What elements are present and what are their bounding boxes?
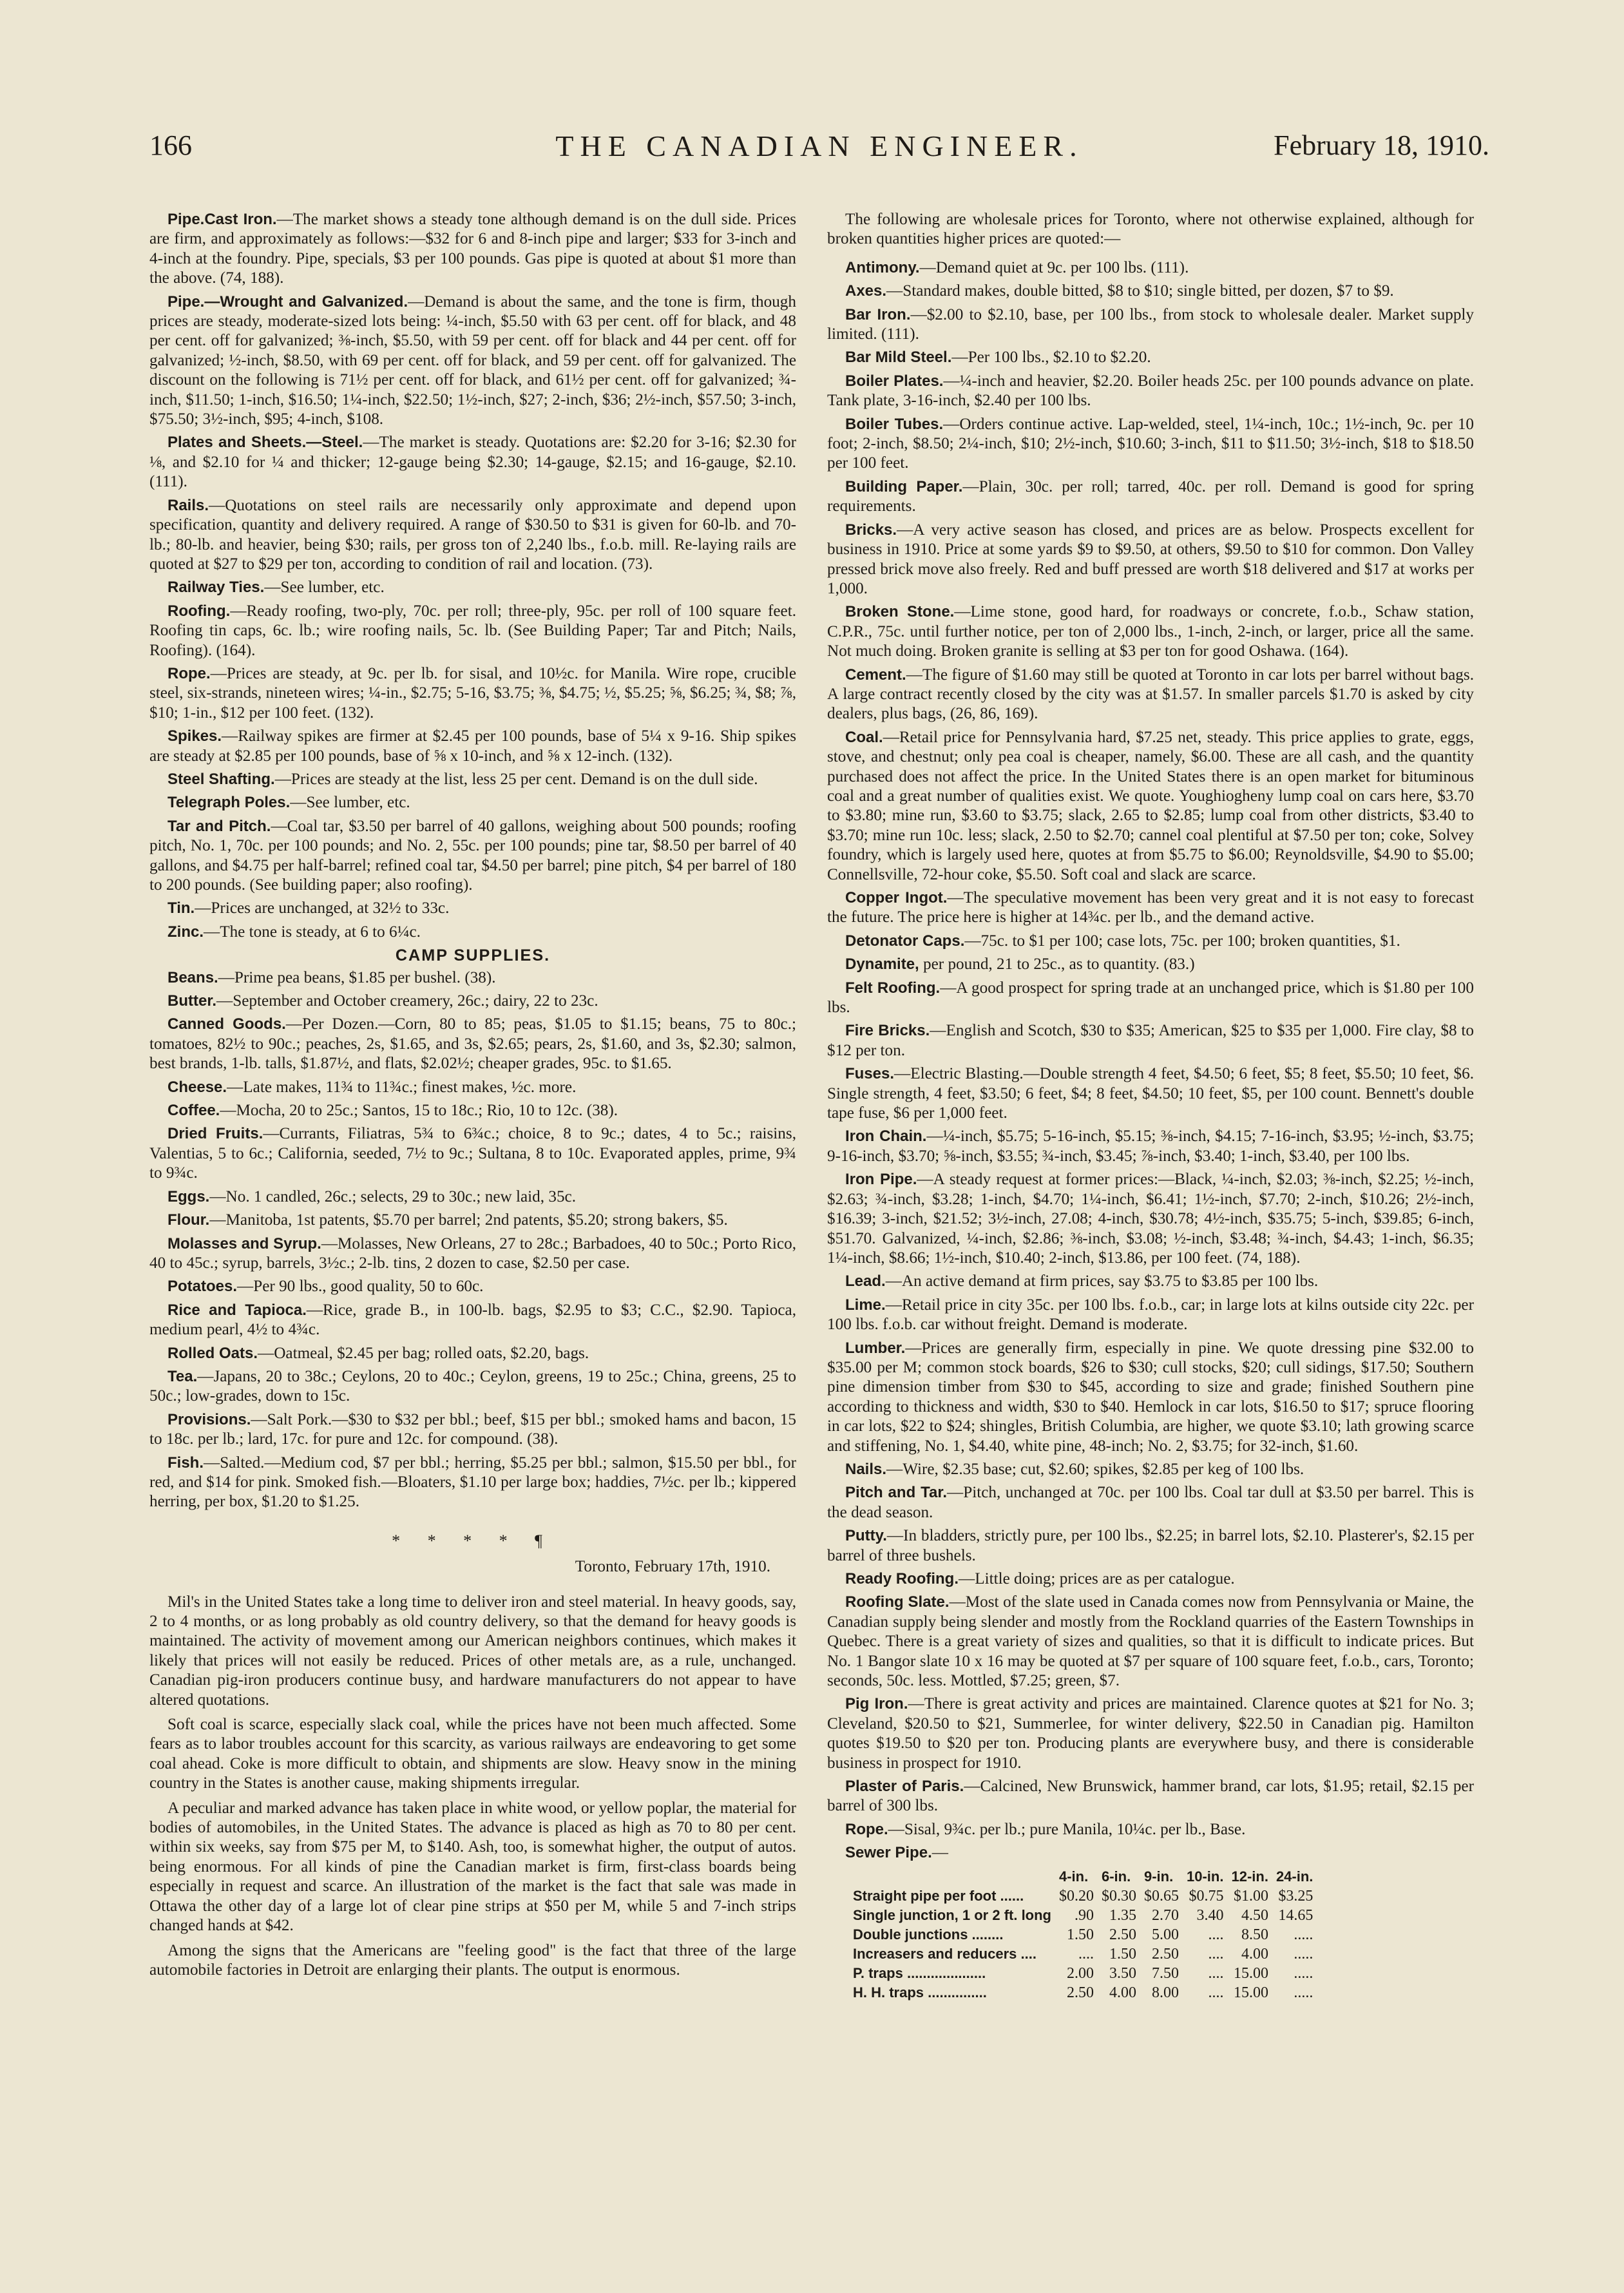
entry-text: —The tone is steady, at 6 to 6¼c. bbox=[204, 923, 421, 941]
price-cell: $0.75 bbox=[1189, 1887, 1224, 1904]
price-cell: ..... bbox=[1294, 1926, 1314, 1943]
entry-text: —Coal tar, $3.50 per barrel of 40 gallons, weighing about 500 pounds; roofing pitch, No. 1, 70c. per 100 pounds; and No. 2, 55c. per 100 pounds; pine tar, $8.50 per barrel of 40 gallons, and $4.75 per half-barrel; refined coal tar, $4.50 per barrel; pine pitch, $4 per barrel of 180 to 200 pounds. (See building paper; also roofing). bbox=[149, 817, 796, 894]
price-cell: 4.50 bbox=[1241, 1906, 1268, 1924]
journal-title: THE CANADIAN ENGINEER. bbox=[555, 130, 1084, 162]
price-cell: 1.50 bbox=[1067, 1926, 1094, 1943]
entry-text: —Most of the slate used in Canada comes now from Pennsylvania or Maine, the Canadian supply being slender and mostly from the Rockland quarries of the Eastern Townships in Quebec. There is a great variety of sizes and qualities, so that it is difficult to indicate prices. But No. 1 Bangor slate 10 x 16 may be quoted at $7 per square of 100 square feet, f.o.b., cars, Toronto; seconds, 50c. less. Mottled, $7.25; green, $7. bbox=[827, 1593, 1474, 1690]
entry-heading: Boiler Plates. bbox=[845, 372, 944, 390]
price-cell: ..... bbox=[1294, 1945, 1314, 1962]
entry-text: —Prime pea beans, $1.85 per bushel. (38). bbox=[218, 968, 496, 986]
entry-text: —Lime stone, good hard, for roadways or concrete, f.o.b., Schaw station, C.P.R., 75c. until further notice, per ton of 2,000 lbs., 1-inch, 2-inch, or larger, price all the same. Not much doing. Broken granite is selling at $3 per ton for good Oshawa. (164). bbox=[827, 603, 1474, 660]
price-entry bbox=[827, 258, 1474, 278]
entry-heading: Butter. bbox=[167, 992, 217, 1010]
entry-text: —Per 90 lbs., good quality, 50 to 60c. bbox=[237, 1278, 484, 1296]
entry-text: —A steady request at former prices:—Black, ¼-inch, $2.03; ⅜-inch, $2.25; ½-inch, $2.63; ¾-inch, $3.28; 1-inch, $4.70; 1¼-inch, $6.41; 1½-inch, $7.70; 2-inch, $10.26; 2½-inch, $16.39; 3-inch, $21.52; 3½-inch, 27.08; 4-inch, $30.78; 4½-inch, $35.75; 5-inch, $39.85; 6-inch, $51.70. Galvanized, ¼-inch, $2.86; ⅜-inch, $3.08; ½-inch, $3.48; ¾-inch, $4.43; 1-inch, $6.35; 1¼-inch, $8.66; 1½-inch, $10.40; 2-inch, $13.86, per 100 feet. (74, 188). bbox=[827, 1171, 1474, 1267]
entry-heading: Lead. bbox=[845, 1272, 886, 1290]
price-entry bbox=[827, 666, 1474, 724]
entry-text: —Salted.—Medium cod, $7 per bbl.; herring, $5.25 per bbl.; salmon, $15.50 per bbl., for red, and $14 for pink. Smoked fish.—Bloaters, $1.10 per large box; haddies, 7½c. per lb.; kippered herring, per box, $1.20 to $1.25. bbox=[149, 1454, 796, 1511]
price-entry bbox=[149, 1211, 796, 1230]
entry-text: —Currants, Filiatras, 5¾ to 6¾c.; choice, 8 to 9c.; dates, 4 to 5c.; raisins, Valentias, 5 to 6c.; California, seeded, 7½ to 9c.; Sultana, 8 to 10c. Evaporated apples, prime, 9¾ to 9¾c. bbox=[149, 1125, 796, 1182]
entry-heading: Roofing. bbox=[167, 602, 231, 620]
entry-text: —Little doing; prices are as per catalogue. bbox=[959, 1570, 1235, 1588]
price-entry bbox=[827, 415, 1474, 474]
entry-heading: Nails. bbox=[845, 1460, 887, 1478]
price-cell: 5.00 bbox=[1152, 1926, 1179, 1943]
price-entry bbox=[149, 1277, 796, 1296]
sewer-table-column-header: 24-in. bbox=[1275, 1868, 1314, 1885]
entry-heading: Broken Stone. bbox=[845, 603, 955, 621]
price-entry bbox=[827, 1483, 1474, 1522]
price-cell: 1.50 bbox=[1109, 1945, 1136, 1962]
price-entry bbox=[827, 1272, 1474, 1291]
entry-heading: Lime. bbox=[845, 1296, 886, 1314]
price-entry bbox=[149, 664, 796, 723]
price-entry bbox=[149, 1410, 796, 1450]
price-entry bbox=[827, 1064, 1474, 1123]
price-entry bbox=[149, 1101, 796, 1120]
entry-heading: Rolled Oats. bbox=[167, 1344, 258, 1362]
price-entry bbox=[149, 817, 796, 896]
entry-text: —A good prospect for spring trade at an unchanged price, which is $1.80 per 100 lbs. bbox=[827, 979, 1474, 1017]
wholesale-prices-list bbox=[827, 258, 1474, 1863]
entry-text: — bbox=[931, 1844, 948, 1862]
entry-heading: Rope. bbox=[845, 1820, 888, 1838]
table-row bbox=[849, 1906, 1317, 1925]
entry-heading: Bar Mild Steel. bbox=[845, 349, 952, 367]
price-entry bbox=[827, 888, 1474, 928]
entry-heading: Spikes. bbox=[167, 727, 222, 745]
price-cell: .... bbox=[1208, 1926, 1224, 1943]
price-cell: .90 bbox=[1075, 1906, 1094, 1924]
entry-text: —Mocha, 20 to 25c.; Santos, 15 to 18c.; Rio, 10 to 12c. (38). bbox=[220, 1102, 618, 1120]
sewer-table-header bbox=[849, 1867, 1317, 1886]
entry-heading: Molasses and Syrup. bbox=[167, 1234, 321, 1252]
price-entry bbox=[827, 521, 1474, 599]
price-cell: $0.20 bbox=[1059, 1887, 1094, 1904]
camp-supplies-list bbox=[149, 968, 796, 1512]
table-row bbox=[849, 1983, 1317, 2002]
entry-heading: Flour. bbox=[167, 1211, 210, 1229]
report-paragraph: Soft coal is scarce, especially slack coal, while the prices have not been much affected. Some fears as to labor troubles account for this scarcity, as various railways are endeavoring to get some coal ahead. Coke is more difficult to obtain, and shipments are slow. Heavy snow in the mining country in the States is another cause, making shipments irregular. bbox=[149, 1716, 796, 1792]
sewer-table-column-header: 12-in. bbox=[1231, 1868, 1268, 1885]
entry-text: —Oatmeal, $2.45 per bag; rolled oats, $2.20, bags. bbox=[258, 1344, 589, 1362]
price-cell: 15.00 bbox=[1233, 1984, 1268, 2001]
price-cell: 8.50 bbox=[1241, 1926, 1268, 1943]
price-cell: $0.65 bbox=[1144, 1887, 1179, 1904]
entry-text: per pound, 21 to 25c., as to quantity. (83.) bbox=[919, 955, 1195, 974]
price-entry bbox=[827, 305, 1474, 345]
entry-heading: Pipe.Cast Iron. bbox=[167, 211, 277, 228]
price-cell: 2.50 bbox=[1152, 1945, 1179, 1962]
row-label: Double junctions ........ bbox=[853, 1926, 1004, 1943]
price-entry bbox=[827, 1460, 1474, 1479]
entry-heading: Eggs. bbox=[167, 1187, 210, 1205]
entry-heading: Steel Shafting. bbox=[167, 770, 275, 788]
price-cell: .... bbox=[1078, 1945, 1094, 1962]
entry-text: —An active demand at firm prices, say $3.75 to $3.85 per 100 lbs. bbox=[885, 1272, 1319, 1290]
price-entry bbox=[149, 1367, 796, 1406]
entry-text: —The figure of $1.60 may still be quoted at Toronto in car lots per barrel without bags. A large contract recently closed by the city was at $1.57. In smaller parcels $1.70 is asked by city dealers, plus bags, (26, 86, 169). bbox=[827, 666, 1474, 723]
row-label: H. H. traps ............... bbox=[853, 1984, 987, 2000]
entry-text: —Plain, 30c. per roll; tarred, 40c. per roll. Demand is good for spring requirements. bbox=[827, 477, 1474, 515]
price-entry bbox=[149, 433, 796, 492]
price-entry bbox=[827, 348, 1474, 367]
entry-heading: Antimony. bbox=[845, 258, 920, 276]
entry-heading: Fuses. bbox=[845, 1065, 895, 1083]
entry-text: —Salt Pork.—$30 to $32 per bbl.; beef, $15 per bbl.; smoked hams and bacon, 15 to 18c. per lb.; lard, 17c. for pure and 12c. for compound. (38). bbox=[149, 1410, 796, 1448]
entry-text: —Railway spikes are firmer at $2.45 per 100 pounds, base of 5¼ x 9-16. Ship spikes are steady at $2.85 per 100 pounds, base of ⅝ x 10-inch, and ⅝ x 12-inch. (132). bbox=[149, 727, 796, 765]
price-entry bbox=[149, 1454, 796, 1512]
entry-heading: Zinc. bbox=[167, 923, 204, 941]
price-entry bbox=[827, 728, 1474, 885]
entry-heading: Iron Chain. bbox=[845, 1127, 927, 1146]
entry-heading: Cement. bbox=[845, 666, 906, 684]
table-row bbox=[849, 1925, 1317, 1944]
entry-text: —Sisal, 9¾c. per lb.; pure Manila, 10¼c. per lb., Base. bbox=[888, 1820, 1246, 1838]
sewer-table-column-header: 6-in. bbox=[1102, 1868, 1131, 1885]
entry-heading: Putty. bbox=[845, 1527, 887, 1545]
entry-text: —Ready roofing, two-ply, 70c. per roll; three-ply, 95c. per roll of 100 square feet. Roofing tin caps, 6c. lb.; wire roofing nails, 5c. lb. (See Building Paper; Tar and Pitch; Nails, Roofing). (164). bbox=[149, 602, 796, 659]
price-entry bbox=[149, 1015, 796, 1073]
entry-text: —Demand is about the same, and the tone is firm, though prices are steady, moderate-sized lots being: ¼-inch, $5.50 with 63 per cent. off for black, and 48 per cent. off for galvanized; ⅜-inch, $5.50, with 59 per cent. off for black and 44 per cent. off for galvanized; ½-inch, $8.50, with 69 per cent. off for black, and 59 per cent. off for galvanized. The discount on the following is 71½ per cent. off for black, and 61½ per cent. off for galvanized; ¾-inch, $11.50; 1-inch, $16.50; 1¼-inch, $22.50; 1½-inch, $27; 2-inch, $36; 2½-inch, $57.50; 3-inch, $75.50; 3½-inch, $95; 4-inch, $108. bbox=[149, 293, 796, 428]
entry-text: —The market shows a steady tone although demand is on the dull side. Prices are firm, and approximately as follows:—$32 for 6 and 8-inch pipe and larger; $33 for 3-inch and 4-inch at the foundry. Pipe, specials, $3 per 100 pounds. Gas pipe is quoted at about $1 more than the above. (74, 188). bbox=[149, 211, 796, 287]
entry-text: —September and October creamery, 26c.; dairy, 22 to 23c. bbox=[216, 992, 598, 1010]
entry-heading: Building Paper. bbox=[845, 477, 963, 495]
price-cell: 15.00 bbox=[1233, 1964, 1268, 1982]
entry-heading: Pipe.—Wrought and Galvanized. bbox=[167, 293, 408, 311]
entry-heading: Tin. bbox=[167, 899, 195, 917]
price-entry bbox=[149, 968, 796, 988]
entry-text: —Pitch, unchanged at 70c. per 100 lbs. Coal tar dull at $3.50 per barrel. This is the dead season. bbox=[827, 1484, 1475, 1521]
price-cell: 7.50 bbox=[1152, 1964, 1179, 1982]
entry-text: —Molasses, New Orleans, 27 to 28c.; Barbadoes, 40 to 50c.; Porto Rico, 40 to 45c.; syrup, barrels, 3½c.; 2-lb. tins, 2 dozen to case, $2.50 per case. bbox=[149, 1234, 796, 1272]
entry-text: —Orders continue active. Lap-welded, steel, 1¼-inch, 10c.; 1½-inch, 9c. per 10 foot; 2-inch, $8.50; 2¼-inch, $10; 2½-inch, $10.60; 3-inch, $11 to $11.50; 3½-inch, $18 to $18.50 per 100 feet. bbox=[827, 415, 1475, 472]
price-entry bbox=[827, 1569, 1474, 1589]
entry-text: —Prices are unchanged, at 32½ to 33c. bbox=[195, 899, 450, 917]
entry-heading: Felt Roofing. bbox=[845, 979, 941, 997]
entry-text: —75c. to $1 per 100; case lots, 75c. per 100; broken quantities, $1. bbox=[964, 932, 1400, 950]
market-prices-list bbox=[149, 210, 796, 942]
report-paragraph: Mil's in the United States take a long time to deliver iron and steel material. In heavy goods, say, 2 to 4 months, or as long probably as old country delivery, so that the demand for heavy goods is maintained. The activity of movement among our American neighbors continues, which makes it likely that prices will not easily be reduced. Prices of other metals are, as a rule, unchanged. Canadian pig-iron producers continue busy, and hardware manufacturers do not appear to have altered quotations. bbox=[149, 1593, 796, 1709]
price-entry bbox=[827, 1777, 1474, 1816]
entry-heading: Detonator Caps. bbox=[845, 932, 965, 950]
entry-heading: Lumber. bbox=[845, 1339, 906, 1357]
row-label: Increasers and reducers .... bbox=[853, 1945, 1036, 1962]
price-cell: .... bbox=[1208, 1945, 1224, 1962]
price-cell: 4.00 bbox=[1241, 1945, 1268, 1962]
entry-text: —Per Dozen.—Corn, 80 to 85; peas, $1.05 to $1.15; beans, 75 to 80c.; tomatoes, 82½ to 90c.; peaches, 2s, $1.65, and 3s, $2.65; pears, 2s, $1.60, and 3s, $2.30; salmon, best brands, 1-lb. talls, $1.87½, and flats, $2.02½; cheaper grades, 95c. to $1.65. bbox=[149, 1015, 796, 1073]
dateline: Toronto, February 17th, 1910. bbox=[575, 1558, 770, 1576]
entry-text: —See lumber, etc. bbox=[290, 794, 410, 812]
price-cell: 14.65 bbox=[1278, 1906, 1314, 1924]
price-entry bbox=[827, 979, 1474, 1018]
price-entry bbox=[149, 1187, 796, 1207]
entry-text: —The speculative movement has been very great and it is not easy to forecast the future. The price here is higher at 14¾c. per lb., and the demand active. bbox=[827, 889, 1474, 926]
entry-heading: Cheese. bbox=[167, 1078, 227, 1096]
price-entry bbox=[149, 770, 796, 789]
price-cell: $0.30 bbox=[1102, 1887, 1136, 1904]
price-entry bbox=[149, 1344, 796, 1363]
entry-text: —Demand quiet at 9c. per 100 lbs. (111). bbox=[919, 258, 1189, 276]
price-entry bbox=[827, 372, 1474, 411]
camp-supplies-heading: CAMP SUPPLIES. bbox=[395, 946, 551, 965]
entry-text: —Prices are steady at the list, less 25 per cent. Demand is on the dull side. bbox=[274, 770, 758, 788]
price-cell: 2.50 bbox=[1067, 1984, 1094, 2001]
price-entry bbox=[149, 496, 796, 575]
entry-heading: Boiler Tubes. bbox=[845, 415, 944, 433]
entry-text: —In bladders, strictly pure, per 100 lbs., $2.25; in barrel lots, $2.10. Plasterer's, $2.15 per barrel of three bushels. bbox=[827, 1527, 1474, 1564]
price-cell: 2.50 bbox=[1109, 1926, 1136, 1943]
entry-heading: Tea. bbox=[167, 1367, 198, 1385]
page-header bbox=[149, 129, 1489, 174]
entry-heading: Railway Ties. bbox=[167, 579, 265, 597]
report-paragraph: Among the signs that the Americans are "feeling good" is the fact that three of the large automobile factories in Detroit are enlarging their plants. The output is enormous. bbox=[149, 1941, 796, 1979]
entry-heading: Axes. bbox=[845, 282, 887, 300]
price-entry bbox=[827, 1820, 1474, 1839]
price-cell: 4.00 bbox=[1109, 1984, 1136, 2001]
price-entry bbox=[149, 602, 796, 660]
entry-heading: Fish. bbox=[167, 1454, 204, 1472]
price-entry bbox=[827, 477, 1474, 517]
price-cell: 1.35 bbox=[1109, 1906, 1136, 1924]
entry-text: —Retail price for Pennsylvania hard, $7.25 net, steady. This price applies to grate, eggs, stove, and chestnut; only pea coal is cheaper, namely, $6.00. These are all cash, and the quantity purchased does not affect the price. In the United States there is an open market for bituminous coal and a great number of qualities exist. We quote. Youghiogheny lump coal on cars here, $3.70 to $3.80; mine run, $3.60 to $3.75; slack, 2.65 to $2.85; lump coal from other districts, $3.40 to $3.70; mine run 10c. less; slack, 2.50 to $2.70; cannel coal plentiful at $7.50 per ton; coke, Solvey foundry, which is largely used here, quotes at from $5.75 to $6.00; Reynoldsville, $4.90 to $5.00; Connellsville, 72-hour coke, $5.50. Soft coal and slack are scarce. bbox=[827, 728, 1474, 883]
price-entry bbox=[827, 282, 1474, 301]
entry-text: —Manitoba, 1st patents, $5.70 per barrel; 2nd patents, $5.20; strong bakers, $5. bbox=[209, 1211, 728, 1229]
price-cell: ..... bbox=[1294, 1984, 1314, 2001]
entry-heading: Pitch and Tar. bbox=[845, 1484, 948, 1502]
sewer-table-column-header: 10-in. bbox=[1187, 1868, 1224, 1885]
table-row bbox=[849, 1964, 1317, 1983]
entry-text: —There is great activity and prices are maintained. Clarence quotes at $21 for No. 3; Cleveland, $20.50 to $21, Summerlee, for winter delivery, $22.50 in Canadian pig. Hamilton quotes $19.50 to $20 per ton. Producing plants are everywhere busy, and there is considerable business in prospect for 1910. bbox=[827, 1695, 1475, 1772]
price-cell: $1.00 bbox=[1233, 1887, 1268, 1904]
price-cell: 2.70 bbox=[1152, 1906, 1179, 1924]
price-cell: 3.40 bbox=[1196, 1906, 1224, 1924]
entry-text: —Calcined, New Brunswick, hammer brand, car lots, $1.95; retail, $2.15 per barrel of 300 lbs. bbox=[827, 1778, 1474, 1815]
price-entry bbox=[149, 1234, 796, 1274]
entry-text: —Standard makes, double bitted, $8 to $10; single bitted, per dozen, $7 to $9. bbox=[886, 282, 1394, 300]
price-entry bbox=[149, 293, 796, 430]
row-label: P. traps .................... bbox=[853, 1964, 986, 1981]
sewer-table-column-header: 4-in. bbox=[1059, 1868, 1089, 1885]
wholesale-intro: The following are wholesale prices for Toronto, where not otherwise explained, although for broken quantities higher prices are quoted:— bbox=[827, 211, 1474, 248]
price-entry bbox=[827, 955, 1474, 974]
entry-text: —A very active season has closed, and prices are as below. Prospects excellent for business in 1910. Price at some yards $9 to $9.50, at others, $9.50 to $10 for common. Don Valley pressed brick move also freely. Red and buff pressed are worth $18 delivered and $17 at works per 1,000. bbox=[827, 521, 1474, 597]
entry-text: —Electric Blasting.—Double strength 4 feet, $4.50; 6 feet, $5; 8 feet, $5.50; 10 feet, $6. Single strength, 4 feet, $3.50; 6 feet, $4; 8 feet, $4.50; 10 feet, $5, per 100 count. Bennett's double tape fuse, $6 per 1,000 feet. bbox=[827, 1065, 1474, 1122]
entry-heading: Rope. bbox=[167, 664, 211, 682]
price-entry bbox=[827, 932, 1474, 951]
price-cell: $3.25 bbox=[1278, 1887, 1314, 1904]
entry-text: —Wire, $2.35 base; cut, $2.60; spikes, $2.85 per keg of 100 lbs. bbox=[886, 1460, 1304, 1478]
entry-heading: Plates and Sheets.—Steel. bbox=[167, 434, 363, 452]
price-entry bbox=[827, 1843, 1474, 1863]
right-column bbox=[827, 210, 1474, 2002]
price-entry bbox=[827, 1339, 1474, 1456]
entry-heading: Iron Pipe. bbox=[845, 1171, 917, 1189]
sewer-table-column-header: 9-in. bbox=[1144, 1868, 1174, 1885]
entry-text: —English and Scotch, $30 to $35; American, $25 to $35 per 1,000. Fire clay, $8 to $12 per ton. bbox=[827, 1022, 1474, 1059]
entry-heading: Sewer Pipe. bbox=[845, 1844, 932, 1862]
entry-heading: Telegraph Poles. bbox=[167, 794, 291, 812]
left-column bbox=[149, 210, 796, 1985]
price-cell: 3.50 bbox=[1109, 1964, 1136, 1982]
price-cell: 8.00 bbox=[1152, 1984, 1179, 2001]
price-entry bbox=[149, 1078, 796, 1097]
price-entry bbox=[149, 727, 796, 766]
price-entry bbox=[827, 1127, 1474, 1166]
entry-text: —Late makes, 11¾ to 11¾c.; finest makes, ½c. more. bbox=[227, 1078, 577, 1096]
entry-text: —¼-inch and heavier, $2.20. Boiler heads 25c. per 100 pounds advance on plate. Tank plate, 3-16-inch, $2.40 per 100 lbs. bbox=[827, 372, 1474, 410]
price-entry bbox=[149, 1301, 796, 1340]
price-entry bbox=[827, 1021, 1474, 1060]
entry-text: —¼-inch, $5.75; 5-16-inch, $5.15; ⅜-inch, $4.15; 7-16-inch, $3.95; ½-inch, $3.75; 9-16-inch, $3.70; ⅝-inch, $3.55; ¾-inch, $3.45; ⅞-inch, $3.40; 1-inch, $3.40, per 100 lbs. bbox=[827, 1127, 1474, 1165]
entry-heading: Coal. bbox=[845, 728, 883, 746]
price-entry bbox=[149, 210, 796, 289]
issue-date: February 18, 1910. bbox=[1274, 130, 1489, 161]
entry-heading: Potatoes. bbox=[167, 1278, 238, 1296]
entry-text: —Prices are generally firm, especially in pine. We quote dressing pine $32.00 to $35.00 per M; common stock boards, $26 to $30; cull stocks, $20; cull sidings, $17.50; Southern pine dimension timber from $30 to $45, according to size and grade; finished Southern pine according to thickness and width, $30 to $40. Hemlock in car lots, $16.50 to $17; spruce flooring in car lots, $22 to $24; shingles, British Columbia, are higher, we quote $3.10; lath growing scarce and stiffening, No. 1, $4.40, white pine, 48-inch; No. 2, $3.75; for 32-inch, $1.60. bbox=[827, 1339, 1474, 1455]
price-entry bbox=[149, 1124, 796, 1183]
entry-text: —Quotations on steel rails are necessarily only approximate and depend upon specification, quantity and delivery required. A range of $30.50 to $31 is given for 60-lb. and 70-lb.; 80-lb. and heavier, being $30; rails, per gross ton of 2,240 lbs., f.o.b. mill. Re-laying rails are quoted at $27 to $29 per ton, according to condition of rail and location. (73). bbox=[149, 496, 796, 573]
entry-heading: Bricks. bbox=[845, 521, 897, 539]
entry-heading: Pig Iron. bbox=[845, 1695, 908, 1713]
price-cell: 2.00 bbox=[1067, 1964, 1094, 1982]
entry-text: —Retail price in city 35c. per 100 lbs. f.o.b., car; in large lots at kilns outside city 22c. per 100 lbs. f.o.b. car without freight. Demand is moderate. bbox=[827, 1296, 1474, 1334]
entry-text: —Rice, grade B., in 100-lb. bags, $2.95 to $3; C.C., $2.90. Tapioca, medium pearl, 4½ to 4¾c. bbox=[149, 1301, 796, 1339]
entry-heading: Dried Fruits. bbox=[167, 1125, 263, 1143]
entry-heading: Provisions. bbox=[167, 1410, 251, 1428]
table-row bbox=[849, 1886, 1317, 1906]
price-entry bbox=[827, 1526, 1474, 1566]
row-label: Straight pipe per foot ...... bbox=[853, 1887, 1024, 1904]
sewer-pipe-table bbox=[849, 1867, 1317, 2002]
price-entry bbox=[827, 602, 1474, 661]
entry-text: —Per 100 lbs., $2.10 to $2.20. bbox=[951, 349, 1151, 367]
price-entry bbox=[149, 899, 796, 918]
sewer-table-column-header bbox=[849, 1867, 1055, 1886]
entry-text: —No. 1 candled, 26c.; selects, 29 to 30c.; new laid, 35c. bbox=[209, 1187, 577, 1205]
entry-heading: Copper Ingot. bbox=[845, 889, 948, 907]
entry-heading: Rice and Tapioca. bbox=[167, 1301, 307, 1319]
page-number: 166 bbox=[149, 130, 192, 161]
entry-heading: Roofing Slate. bbox=[845, 1593, 950, 1611]
price-entry bbox=[149, 793, 796, 812]
entry-heading: Ready Roofing. bbox=[845, 1570, 959, 1588]
price-cell: .... bbox=[1208, 1964, 1224, 1982]
price-entry bbox=[827, 1170, 1474, 1268]
entry-heading: Tar and Pitch. bbox=[167, 817, 271, 835]
row-label: Single junction, 1 or 2 ft. long bbox=[853, 1906, 1051, 1923]
price-entry bbox=[827, 1694, 1474, 1773]
report-paragraph: A peculiar and marked advance has taken place in white wood, or yellow poplar, the material for bodies of automobiles, in the United States. The advance is placed as high as 70 to 80 per cent. within six weeks, say from $75 per M, to $140. Ash, too, is somewhat higher, the output of autos. being enormous. For all kinds of pine the Canadian market is firm, first-class boards being especially in request and scarce. An illustration of the market is the fact that sale was made in Ottawa the other day of a large lot of clear pine strips at $50 per M, while 5 and 7-inch strips changed hands at $42. bbox=[149, 1799, 796, 1935]
price-entry bbox=[149, 578, 796, 597]
entry-heading: Bar Iron. bbox=[845, 305, 911, 323]
price-entry bbox=[149, 923, 796, 942]
section-separator: * * * * ¶ bbox=[392, 1531, 554, 1550]
entry-heading: Rails. bbox=[167, 496, 209, 514]
entry-heading: Plaster of Paris. bbox=[845, 1778, 964, 1796]
entry-heading: Canned Goods. bbox=[167, 1015, 286, 1033]
entry-text: —Prices are steady, at 9c. per lb. for sisal, and 10½c. for Manila. Wire rope, crucible steel, six-strands, nineteen wires; ¼-in., $2.75; 5-16, $3.75; ⅜, $4.75; ½, $5.25; ⅝, $6.25; ¾, $8; ⅞, $10; 1-in., $12 per 100 feet. (132). bbox=[149, 664, 796, 722]
entry-text: —The market is steady. Quotations are: $2.20 for 3-16; $2.30 for ⅛, and $2.10 for ¼ and thicker; 12-gauge being $2.30; 14-gauge, $2.15; and 16-gauge, $2.10. (111). bbox=[149, 434, 796, 491]
price-cell: ..... bbox=[1294, 1964, 1314, 1982]
price-entry bbox=[827, 1296, 1474, 1335]
entry-text: —$2.00 to $2.10, base, per 100 lbs., from stock to wholesale dealer. Market supply limited. (111). bbox=[827, 305, 1475, 343]
entry-heading: Coffee. bbox=[167, 1102, 220, 1120]
table-row bbox=[849, 1944, 1317, 1964]
entry-text: —Japans, 20 to 38c.; Ceylons, 20 to 40c.; Ceylon, greens, 19 to 25c.; China, greens, 25 to 50c.; low-grades, down to 15c. bbox=[149, 1367, 796, 1405]
entry-heading: Beans. bbox=[167, 968, 218, 986]
entry-text: —See lumber, etc. bbox=[264, 579, 385, 597]
market-report bbox=[149, 1593, 796, 1981]
price-cell: .... bbox=[1208, 1984, 1224, 2001]
price-entry bbox=[827, 1593, 1474, 1691]
price-entry bbox=[149, 992, 796, 1011]
entry-heading: Fire Bricks. bbox=[845, 1022, 930, 1040]
entry-heading: Dynamite, bbox=[845, 955, 919, 974]
